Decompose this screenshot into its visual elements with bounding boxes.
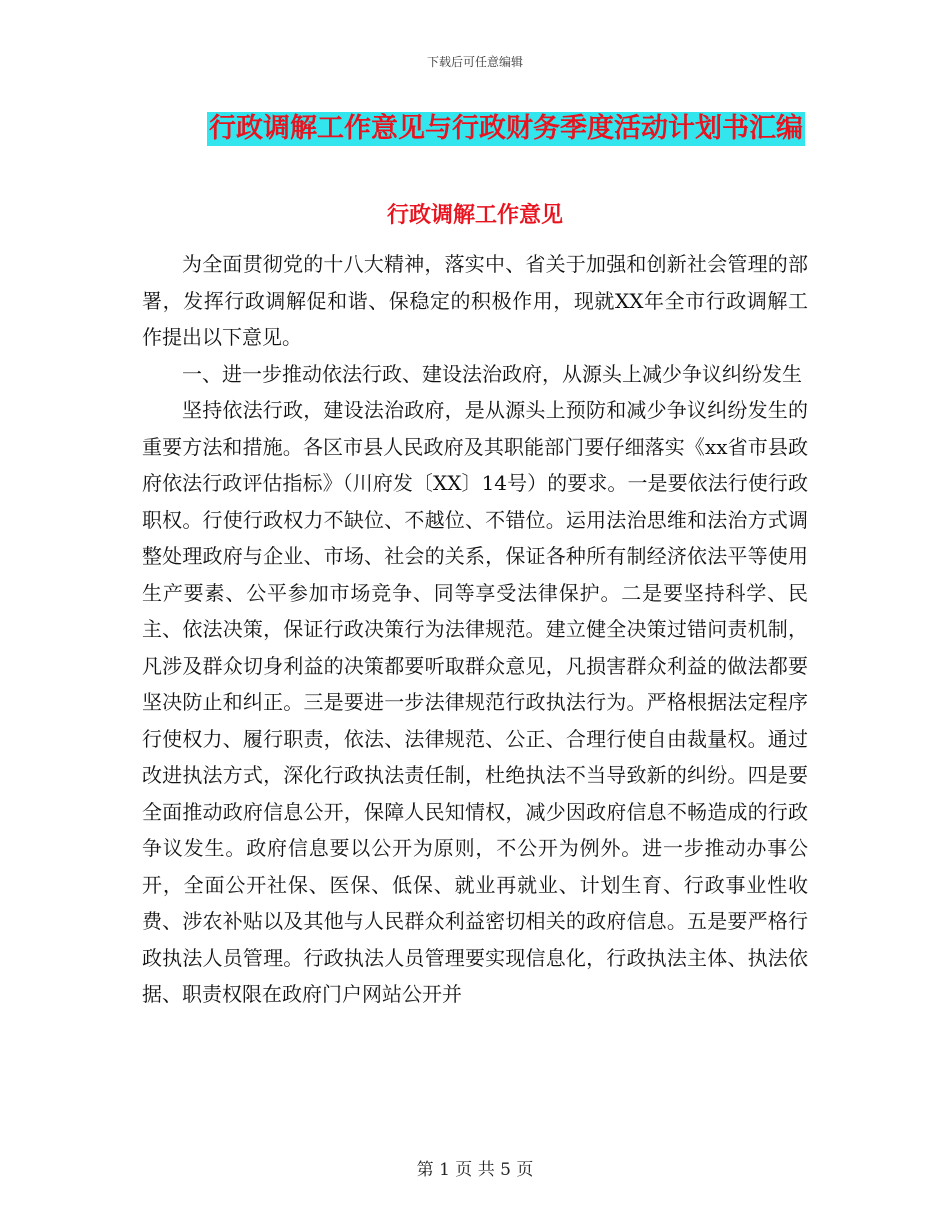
header-note: 下载后可任意编辑 [426, 55, 523, 69]
paragraph-body: 坚持依法行政，建设法治政府，是从源头上预防和减少争议纠纷发生的重要方法和措施。各区市县人民政府及其职能部门要仔细落实《xx省市县政府依法行政评估指标》（川府发〔XX〕14号）的要求。一是要依法行使行政职权。行使行政权力不缺位、不越位、不错位。运用法治思维和法治方式调整处理政府与企业、市场、社会的关系，保证各种所有制经济依法平等使用生产要素、公平参加市场竞争、同等享受法律保护。二是要坚持科学、民主、依法决策，保证行政决策行为法律规范。建立健全决策过错问责机制，凡涉及群众切身利益的决策都要听取群众意见，凡损害群众利益的做法都要坚决防止和纠正。三是要进一步法律规范行政执法行为。严格根据法定程序行使权力、履行职责，依法、法律规范、公正、合理行使自由裁量权。通过改进执法方式，深化行政执法责任制，杜绝执法不当导致新的纠纷。四是要全面推动政府信息公开，保障人民知情权，减少因政府信息不畅造成的行政争议发生。政府信息要以公开为原则，不公开为例外。进一步推动办事公开，全面公开社保、医保、低保、就业再就业、计划生育、行政事业性收费、涉农补贴以及其他与人民群众利益密切相关的政府信息。五是要严格行政执法人员管理。行政执法人员管理要实现信息化，行政执法主体、执法依据、职责权限在政府门户网站公开并 [142, 398, 808, 1006]
document-body [142, 246, 808, 1013]
main-title-highlight [207, 112, 805, 146]
page-number: 第 1 页 共 5 页 [416, 1160, 534, 1180]
section-title: 行政调解工作意见 [386, 203, 563, 228]
document-title: 行政调解工作意见与行政财务季度活动计划书汇编 [209, 113, 803, 144]
paragraph-heading-one: 一、进一步推动依法行政、建设法治政府，从源头上减少争议纠纷发生 [182, 361, 802, 386]
paragraph-intro: 为全面贯彻党的十八大精神，落实中、省关于加强和创新社会管理的部署，发挥行政调解促和谐、保稳定的积极作用，现就XX年全市行政调解工作提出以下意见。 [142, 252, 808, 349]
